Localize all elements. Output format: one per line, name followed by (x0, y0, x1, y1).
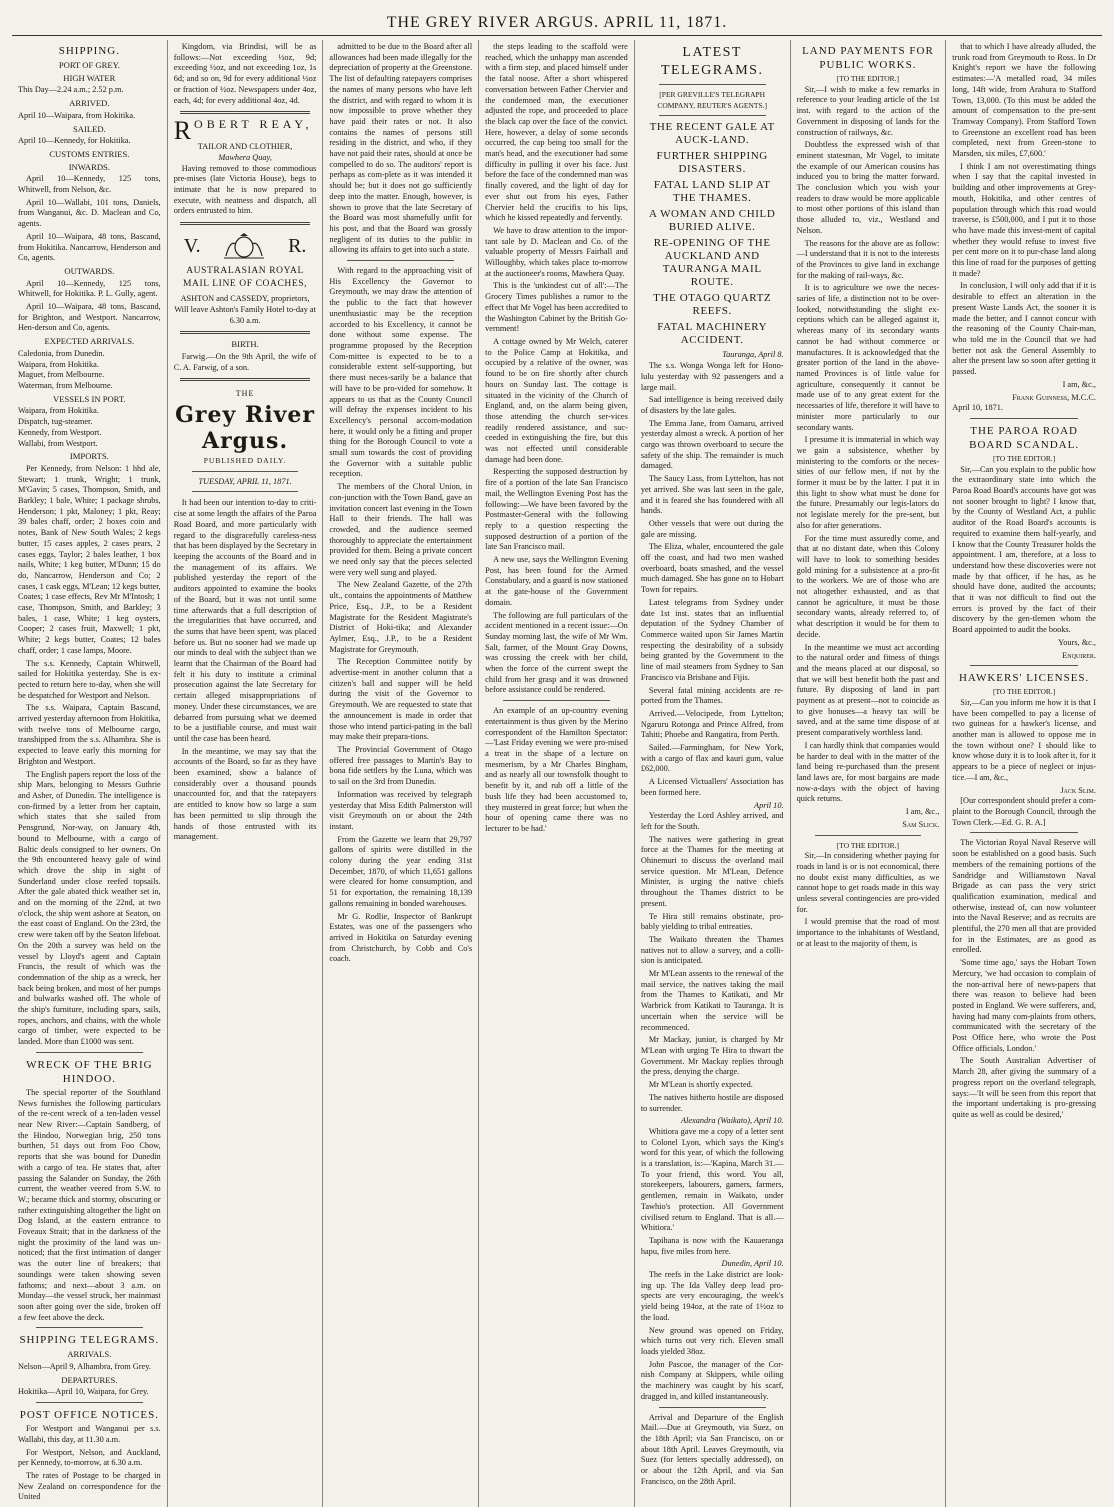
telegram-paragraph: Other vessels that were out during the gale are missing. (640, 518, 784, 539)
hawkers-heading: HAWKERS' LICENSES. (958, 672, 1090, 685)
expected-heading: EXPECTED ARRIVALS. (44, 336, 135, 347)
editorial-paragraph: In the meantime, we may say that the accounts of the Board, so far as they have been examined, show a balance of considerably over a thousand pounds unaccounted for, and that the ratepayers are entitled to know how so large a sum has been permitted to slip through the hands of those entrusted with its management. (173, 746, 317, 842)
news-paragraph: the steps leading to the scaffold were reached, which the unhappy man ascended with a firm step, and placed himself under the fatal noose. After a short whispered conversation between Father Chervier and the condemned man, the executioner adjusted the rope, and proceeded to place the black cap over the face of the convict. Here, however, a delay of some seconds occurred, the cap being too small for the man's head, and the executioner had some difficulty in pulling it over his face. Just before the face of the condemned man was finally covered, and the light of day for ever shut out from his eyes, Father Chervier held the crucifix to his lips, which he kissed repeatedly and fervently. (485, 42, 628, 223)
post-office-heading: POST OFFICE NOTICES. (19, 1409, 159, 1422)
telegram-headline: A WOMAN AND CHILD BURIED ALIVE. (648, 208, 776, 234)
land-payments-heading: LAND PAYMENTS FOR PUBLIC WORKS. (802, 45, 934, 71)
letter-paragraph: Sir,—In considering whether paying for roads in land is or is not economical, there no doubt exist many difficulties, as we cannot hope to get roads made in this way unless several contingencies are pro-vided for. (796, 851, 940, 914)
mail-notice: Arrival and Departure of the English Mail.—Due at Greymouth, via Suez, on the 18th April; via San Francisco, on or about 18th April. Leaves Greymouth, via Suez (for letters specially addressed), on or about the 12th April, and via San Francisco, on the 28th April. (640, 1412, 784, 1486)
news-paragraph: For Westport and Wanganui per s.s. Wallabi, this day, at 11.30 a.m. (18, 1424, 161, 1444)
column-1 (12, 40, 168, 1507)
news-paragraph: A cottage owned by Mr Welch, caterer to the Police Camp at Hokitika, and occupied by a relative of the owner, was found to be on fire shortly after church hours on Sunday last. The cottage is situated in the vicinity of the Church of England, and, on the alarm being given, those attending the church ser-vices readily rendered assistance, and suc-ceeded in extinguishing the fire, but this was not effected until considerable damage had been done. (485, 336, 628, 464)
divider (347, 260, 454, 261)
telegram-dateline: Dunedin, April 10. (721, 1259, 784, 1269)
news-paragraph: The following are full particulars of the accident mentioned in a recent issue:—On Sunday morning last, the wife of Mr Wm. Salt, farmer, of the Mount Gray Downs, was crossing the creek with her child, when the force of the current swept the child from her grasp and it was drowned before assistance could be rendered. (485, 610, 628, 695)
divider (36, 1052, 143, 1053)
birth-text: Farwig.—On the 9th April, the wife of C. A. Farwig, of a son. (173, 351, 317, 372)
list-item: April 10—Wallabi, 101 tons, Daniels, from Wanganui, &c. D. Maclean and Co, agents. (18, 197, 161, 229)
coach-body: Will leave Ashton's Family Hotel to-day at 6.30 a.m. (174, 304, 316, 325)
coach-heading: AUSTRALASIAN ROYAL MAIL LINE OF COACHES, (182, 266, 308, 290)
telegram-paragraph: The reefs in the Lake district are look-ing up. The Ida Valley deep lead pro-spects are very encouraging, the week's yield being 194oz, at the rate of 1½oz to the load. (640, 1270, 784, 1322)
list-item: Waipara, from Hokitika. (18, 406, 99, 416)
telegram-agency: [PER GREVILLE'S TELEGRAPH COMPANY, REUTER'S AGENTS.] (657, 90, 768, 110)
telegram-paragraph: The Waikato threaten the Thames natives not to allow a survey, and a colli-sion is anticipated. (640, 934, 784, 966)
telegram-headline: THE OTAGO QUARTZ REEFS. (653, 292, 772, 318)
letter-signoff: I am, &c., (905, 807, 940, 817)
telegram-paragraph: Latest telegrams from Sydney under date 1st inst. states that an influential deputation of the Sydney Chamber of Commerce waited upon Sir James Martin respecting the desirability of a subsidy being granted by the Government to the line of mail steamers from Sydney to San Francisco via Brisbane and Fijis. (640, 597, 784, 682)
page-masthead (12, 10, 1102, 36)
divider (180, 222, 311, 225)
telegram-paragraph: Te Hira still remains obstinate, pro-bably yielding to tribal entreaties. (640, 911, 784, 932)
news-paragraph: 'Some time ago,' says the Hobart Town Mercury, 'we had occasion to complain of the non-arrival here of news-papers that there was reason to believe had been posted in England. We were sufferers, and, having had many com-plaints from others, communicated with the secretary of the Post Office here, who wrote the Post Office officials, London.' (952, 958, 1096, 1053)
divider (36, 1327, 143, 1328)
letter-paragraph: In the meantime we must act according to the natural order and fitness of things and the means placed at our disposal, so that we will best benefit both the past and future. By disposing of land in part payment as at present—not to coincide as to give bonuses—a heavy tax will be saved, and at the same time dispose of at present comparatively worthless land. (796, 642, 940, 738)
telegram-paragraph: The Emma Jane, from Oamaru, arrived yesterday almost a wreck. A portion of her cargo was thrown overboard to secure the safety of the ship. The remainder is much damaged. (640, 418, 784, 471)
to-editor-label: [TO THE EDITOR.] (836, 840, 900, 850)
telegram-paragraph: The natives hitherto hostile are disposed to surrender. (640, 1092, 784, 1113)
customs-heading: CUSTOMS ENTRIES. (49, 148, 130, 159)
published-label: PUBLISHED DAILY. (203, 456, 287, 466)
editorial-paragraph: From the Gazette we learn that 29,797 gallons of spirits were distilled in the colony during the year ending 31st December, 1870, of which 11,651 gallons were cleared for home consumption, and 51 for exportation, the remaining 18,139 gallons remaining in bonded warehouses. (329, 834, 473, 908)
letter-paragraph: For the time must assuredly come, and that at no distant date, when this Colony will have to look to something besides gold mining for a subsistence at a pro-fit to the workers. We are of those who are not altogether exhausted, and as that cannot be agriculture, it must be those secondary wants, already referred to, of what description it would be for them to decide. (796, 533, 940, 639)
royal-crest-row (174, 230, 317, 262)
editor-note: [Our correspondent should prefer a com-plaint to the Borough Council, through the Town Clerk.—Ed. G. R. A.] (952, 796, 1096, 827)
telegram-paragraph: Mr Mackay, junior, is charged by Mr M'Lean with urging Te Hira to thwart the Government. Mr Mackay replies through the press, denying the charge. (640, 1035, 784, 1077)
letter-signature: Sam Slick. (902, 819, 940, 829)
news-paragraph: The s.s. Waipara, Captain Bascand, arrived yesterday afternoon from Hokitika, with twelve tons of Melbourne cargo, transhipped from the s.s. Alhambra. She is expected to leave early this morning for Brighton and Westport. (18, 703, 161, 766)
news-paragraph: Respecting the supposed destruction by fire of a portion of the late San Francisco mail, the Wellington Evening Post has the following:—We have been favored by the Postmaster-General with the following reply to a question respecting the supposed destruction of a portion of the late San Francisco mail. (485, 467, 628, 552)
coach-owner: ASHTON and CASSEDY, proprietors, (180, 294, 310, 304)
vessels-heading: VESSELS IN PORT. (53, 393, 126, 404)
telegram-headline: FATAL LAND SLIP AT THE THAMES. (653, 179, 771, 205)
sailed-heading: SAILED. (73, 123, 106, 134)
list-item: Waipara, from Hokitika. (18, 359, 99, 369)
latest-telegrams-heading: LATEST TELEGRAMS. (660, 45, 764, 78)
outwards-heading: OUTWARDS. (64, 265, 115, 276)
inwards-heading: INWARDS. (68, 161, 110, 172)
royal-v: V. (183, 234, 201, 257)
letter-paragraph: Sir,—Can you inform me how it is that I have been compelled to pay a license of two guineas for a hawker's license, and another man is allowed to oppose me in the town without one? I should like to know whose duty it is to look after it, for it appears to be a piece of neglect or injus-tice.—I am, &c., (952, 697, 1096, 782)
ad-dropcap: R (173, 116, 192, 146)
telegram-headline: FATAL MACHINERY ACCIDENT. (657, 321, 768, 347)
shipping-heading: SHIPPING. (58, 45, 120, 57)
telegram-dateline: Tauranga, April 8. (722, 350, 784, 360)
letter-signature: Enquirer. (1062, 650, 1096, 660)
telegram-paragraph: Tapihana is now with the Kauaeranga hapu, five miles from here. (640, 1235, 784, 1256)
telegram-headline: THE RECENT GALE AT AUCK-LAND. (649, 121, 775, 147)
letter-paragraph: I would premise that the road of most importance to the inhabitants of Westland, or at least to the majority of them, is (796, 917, 940, 948)
telegram-paragraph: Whitiora gave me a copy of a letter sent to Colonel Lyon, which says the King's word for this year, of which the following is a translation, is:—'Kapina, March 31.—To your friend, this word. You all, storekeepers, labourers, gamers, farmers, gentlemen, remain in Waikato, under Tawhio's protection. All Government civilised return to England. That is all.—Whitiora.' (640, 1126, 784, 1233)
editorial-paragraph: The Reception Committee notify by advertise-ment in another column that a citizen's ball and supper will be held during the visit of the Governor to Greymouth. We are requested to state that the announcement is made in order that those who intend partici-pating in the ball may make their prepara-tions. (329, 657, 473, 742)
arrivals-text: Nelson—April 9, Alhambra, from Grey. (18, 1362, 151, 1372)
telegram-dateline: April 10. (754, 800, 784, 810)
to-editor-label: [TO THE EDITOR.] (836, 74, 900, 83)
news-paragraph: The Victorian Royal Naval Reserve will soon be established on a good basis. Such members of the remaining portions of the Sandridge and Williamstown Naval Brigade as can pass the very strict qualification examination, medical and otherwise, instead of, can now volunteer into the Naval Reserve; and as recruits are plentiful, the 270 men all that are provided for in the Estimates, are as good as enrolled. (952, 838, 1096, 955)
telegram-paragraph: New ground was opened on Friday, which turns out very rich. Eleven small loads yielded 38oz. (640, 1325, 784, 1356)
telegram-paragraph: Arrived.—Velocipede, from Lyttelton; Ngaruru Rotonga and Prince Alfred, from Tahiti; Phoebe and Rangatira, from Perth. (640, 708, 784, 740)
column-7 (946, 40, 1102, 1507)
arrived-text: April 10—Waipara, from Hokitika. (18, 110, 136, 120)
editorial-paragraph: With regard to the approaching visit of His Excellency the Governor to Greymouth, we may draw the attention of the public to the fact that however unenthusiastic may be the reception accorded to his Excellency, it cannot be done without some expense. The programme proposed by the Reception Com-mittee is expected to be to a considerable extent self-supporting, but there must neces-sarily be a balance that will have to be pro-vided for somehow. It appears to us that as the County Council will defray the expenses incident to his Excellency's personal accom-modation here, it would only be a fitting and proper thing for the Borough Council to vote a small sum towards the cost of providing the Governor with a suitable public reception. (329, 266, 473, 479)
imports-heading: IMPORTS. (69, 451, 109, 462)
editorial-paragraph: The members of the Choral Union, in con-junction with the Town Band, gave an invitation concert last evening in the Town Hall to their friends. The hall was crowded, and the audience seemed thoroughly to appreciate the entertainment provided for them. Being a private concert we need only say that the pieces selected were very well sung and played. (329, 482, 473, 577)
editorial-paragraph: admitted to be due to the Board after all allowances had been made illegally for the depreciation of property at the Greenstone. The list of defaulting ratepayers comprises the names of many persons who have left the district, and with regard to whom it is now impossible to prove whether they have paid their rates or not. It also contains the names of persons still residing in the district, and who, if they have not paid their rates, should at once be compelled to do so. The auditors' report is perhaps as com-plete as it was intended it should be; but it does not go sufficiently deep into the matter. Enough, however, is shown to prove that the late Secretary of the Board was most shamefully unfit for his post, and that the Board was grossly negligent of its duties to the public in allowing its affairs to get into such a state. (329, 42, 473, 255)
letter-signoff: Yours, &c., (1058, 637, 1096, 647)
to-editor-label: [TO THE EDITOR.] (992, 687, 1056, 697)
list-item: Maguet, from Melbourne. (18, 370, 105, 380)
royal-r: R. (288, 234, 307, 257)
list-item: Waterman, from Melbourne. (18, 380, 113, 390)
editorial-paragraph: The Provincial Government of Otago offered free passages to Martin's Bay to bona fide settlers by the Luna, which was to sail on the 3rd from Dunedin. (329, 745, 473, 787)
telegram-paragraph: Sailed.—Farmingham, for New York, with a cargo of flax and kauri gum, value £62,000. (640, 743, 784, 774)
telegram-paragraph: Sad intelligence is being received daily of disasters by the late gales. (640, 395, 784, 415)
telegram-paragraph: Mr M'Lean assents to the renewal of the mail service, the natives taking the mail from the Thames to Katikati, and Mr Warbrick from Katikati to Tauranga. It is uncertain when the service will be recommenced. (640, 969, 784, 1032)
list-item: April 10—Waipara, 48 tons, Bascand, from Hokitika. Nancarrow, Henderson and Co, agents. (18, 231, 161, 263)
high-water-heading: HIGH WATER (63, 72, 116, 83)
telegram-headline: FURTHER SHIPPING DISASTERS. (656, 150, 768, 176)
ad-trade: TAILOR AND CLOTHIER, (197, 142, 293, 152)
list-item: April 10—Kennedy, 125 tons, Whitwell, for Hokitika. P. L. Gully, agent. (18, 278, 161, 299)
royal-coat-of-arms-icon (220, 232, 268, 260)
news-paragraph: We have to draw attention to the impor-tant sale by D. Maclean and Co. of the valuable property of Messrs Fairhall and Willoughby, which takes place to-morrow at the auctioneer's rooms, Mawhera Quay. (485, 225, 628, 278)
news-paragraph: This is the 'unkindest cut of all':—The Grocery Times publishes a rumor to the effect that Mr Vogel has been accredited to the Washington Cabinet by the British Go-vernment! (485, 281, 628, 334)
letter-paragraph: The reasons for the above are as follow:—I understand that it is not to the interests of the Provinces to give land in exchange for the making of rail-ways, &c. (796, 238, 940, 280)
paroa-scandal-heading: THE PAROA ROAD BOARD SCANDAL. (969, 424, 1080, 451)
divider (970, 665, 1078, 666)
news-paragraph: Kingdom, via Brindisi, will be as follows:—Not exceeding ½oz, 9d; exceeding ½oz, and not exceeding 1oz, 1s 6d; and so on, 9d for every additional ½oz or fraction of ½oz. Newspapers under 4oz, each, 4d; for every additional 4oz, 4d. (173, 42, 317, 105)
divider (180, 111, 311, 114)
list-item: Wallabi, from Westport. (18, 438, 98, 448)
departures-text: Hokitika—April 10, Waipara, for Grey. (18, 1387, 149, 1397)
masthead-title: THE GREY RIVER ARGUS. APRIL 11, 1871. (386, 14, 728, 31)
editorial-paragraph: Information was received by telegraph yesterday that Miss Edith Palmerston will visit Greymouth on or about the 24th instant. (329, 789, 473, 831)
telegram-paragraph: The Saucy Lass, from Lyttelton, has not yet arrived. She was last seen in the gale, and it is feared she has foundered with all hands. (640, 474, 784, 516)
news-paragraph: An example of an up-country evening entertainment is thus given by the Merino correspondent of the Hamilton Spectator:—'Last Friday evening we were pro-mised a treat in the shape of a lecture on mesmerism, by a Mr Charles Bingham, and as nearly all our townsfolk thought to benefit by it, and rub off a little of the bush life they had been accustomed to, they mustered in great force; but when the hour of opening came there was no lecturer to be had.' (485, 706, 628, 833)
news-paragraph: A new use, says the Wellington Evening Post, has been found for the Armed Constabulary, and a guard is now stationed at the gate-house of the Government domain. (485, 555, 628, 607)
divider (815, 835, 922, 836)
divider (503, 700, 610, 701)
paper-the: THE (235, 389, 255, 399)
telegram-paragraph: The Eliza, whaler, encountered the gale off the coast, and had two men washed overboard, boats smashed, and the vessel much damaged. She has gone on to Hobart Town for repairs. (640, 542, 784, 595)
news-paragraph: The rates of Postage to be charged in New Zealand on correspondence for the United (18, 1470, 161, 1502)
letter-paragraph: Sir,—I wish to make a few remarks in reference to your leading article of the 1st inst. with regard to the action of the Government in disposing of lands for the construction of railways, &c. (796, 84, 940, 137)
list-item: Caledonia, from Dunedin. (18, 348, 105, 358)
telegram-paragraph: Mr M'Lean is shortly expected. (648, 1080, 753, 1090)
telegram-paragraph: Yesterday the Lord Ashley arrived, and left for the South. (640, 811, 784, 831)
letter-paragraph: Sir,—Can you explain to the public how the extraordinary state into which the Paroa Road Board's accounts have got was not sooner brought to light? I know that, by the County of Westland Act, a public auditor of the Road Board's accounts is required to examine them half-yearly, and I know that the County Treasurer holds the appointment. I am, therefore, at a loss to understand how these discoveries were not made by that officer, if he has, as he should have done, audited the accounts; that it was not difficult to find out the errors is proved by the fact of their discovery by the gen-tlemen whom the Board appointed to audit the books. (952, 464, 1096, 635)
dateline: TUESDAY, APRIL 11, 1871. (198, 476, 292, 486)
to-editor-label: [TO THE EDITOR.] (992, 453, 1056, 463)
telegram-dateline: Alexandra (Waikato), April 10. (681, 1116, 784, 1126)
paper-title-block (174, 389, 317, 492)
divider (180, 378, 311, 381)
list-item: Kennedy, from Westport. (18, 427, 102, 437)
list-item: April 10—Waipara, 48 tons, Bascand, for Brighton, and Westport. Nancarrow, Hen-derson and Co, agents. (18, 302, 161, 333)
news-paragraph: The special reporter of the Southland News furnishes the following particulars of the re-cent wreck of a ten-laden vessel near New River:—Captain Sandberg, of the Hindoo, Norwegian brig, 250 tons burthen, 51 days out from Foo Chow, reports that she was bound for Dunedin with a cargo of tea. He states that, after passing the Salander on Sunday, the 26th current, the weather veered from S.W. to W.; became thick and stormy, obscuring or rather extinguishing altogether the light on Dog Island, at the eastern entrance to Foveaux Strait; that in the darkness of the night the proximity of the land was un-noticed; that the first intimation of danger was the outer line of breakers; that soundings were taken showing seven fathoms; and next—about 3 a.m. on Monday—the vessel struck, her mainmast soon after going over the side, broken off a few feet above the deck. (18, 1087, 161, 1322)
divider (970, 418, 1078, 419)
divider (659, 1407, 766, 1408)
wreck-heading: WRECK OF THE BRIG HINDOO. (26, 1058, 153, 1085)
telegram-paragraph: John Pascoe, the manager of the Cor-nish Company at Skippers, while oiling the machinery was caught by his scarf, dragged in, and killed instantaneously. (640, 1359, 784, 1401)
imports-text: Per Kennedy, from Nelson: 1 hhd ale, Stewart; 1 trunk, Wright; 1 trunk, M'Gavin; 5 cases, Thompson, Smith, and Barkley; 1 bale, White; 1 package shrubs, Henderson; 1 pkt, Maloney; 1 pkt, Reay; 39 bales chaff, order; 2 boxes coin and notes, Bank of New South Wales; 2 kegs butter, 15 cases apples, 2 cases pears, 2 cases eggs, Taylor; 2 bales leather, 1 box nails, White; 1 keg butter, M'Dunn; 15 do do, Nancarrow, Henderson and Co; 2 cases, 1 cask eggs, M'Lean; 12 kegs butter, Coates; 1 case effects, Rev Mr M'Intosh; 1 case, Thompson, Smith, and Barkley; 3 bales, 1 case, White; 1 keg oysters, Cooper; 2 cases fruit, Maxwell; 1 pkt, White; 2 kegs butter, Coates; 12 bales chaff, order; 1 case lamps, Moore. (18, 463, 161, 655)
columns (12, 40, 1102, 1502)
arrived-heading: ARRIVED. (69, 98, 110, 109)
letter-paragraph: I think I am not overestimating things when I say that the capital invested in building and other improvements at Grey-mouth, Hokitika, and other centres of population through which this road would traverse, is £500,000, and I put it to those who have made this invest-ment of capital whether they would refuse to invest five per cent more on it to pur-chase land along this line of road for the purposes of getting it made? (952, 161, 1096, 278)
high-water-text: This Day—2.24 a.m.; 2.52 p.m. (18, 85, 124, 95)
divider (36, 1402, 143, 1403)
ad-place: Mawhera Quay, (218, 152, 272, 162)
news-paragraph: The English papers report the loss of the ship Mars, belonging to Messrs Guthrie and Asher, of Dunedin. The intelligence is con-firmed by a letter from her captain, which states that she sailed from Pensgrund, Nor-way, on January 4th, bound to Melbourne, with a cargo of Baltic deals consigned to her owners. On the 9th encountered heavy gale of wind which drove the ship in sight of Sunderland under close reefed topsails. After the gale abated thick weather set in, and on the morning of the 22nd, at two o'clock, the ship went ashore at Seaton, on the east coast of England. On the 23rd, the crew were taken off by the Seaton lifeboat. On the 20th a survey was held on the vessel by Lloyd's agent and Captain Francis, the result of which was the condemnation of the ship as a wreck, her back being broken, and most of her pumps and bulwarks washed off. The whole of the ship's furniture, including spars, sails, ropes, anchors, and chains, with the whole cargo of timber, were expected to be landed. More than £1000 was sent. (18, 769, 161, 1047)
letter-date: April 10, 1871. (952, 403, 1003, 413)
news-paragraph: The South Australian Advertiser of March 28, after giving the summary of a progress report on the overland telegraph, says:—'It will be seen from this report that the important undertaking is pro-gressing quite as well as could be desired,' (952, 1056, 1096, 1119)
telegram-paragraph: The natives were gathering in great force at the Thames for the meeting at Ohinemuri to discuss the overland mail service question. Mr M'Lean, Defence Minister, is urging the native chiefs throughout the Thames district to be present. (640, 834, 784, 908)
birth-heading: BIRTH. (231, 339, 259, 350)
port-heading: PORT OF GREY. (58, 60, 120, 70)
letter-signature: Jack Slim. (1060, 785, 1096, 795)
column-5 (635, 40, 791, 1507)
letter-signoff: I am, &c., (1062, 379, 1096, 389)
editorial-paragraph: Mr G. Rodlie, Inspector of Bankrupt Estates, was one of the passengers who arrived in Hokitika on Saturday evening from Christchurch, by Cobb and Co's coach. (329, 911, 473, 964)
news-paragraph: For Westport, Nelson, and Auckland, per Kennedy, to-morrow, at 6.30 a.m. (18, 1447, 161, 1468)
list-item: April 10—Kennedy, 125 tons, Whitwell, from Nelson, &c. (18, 174, 161, 195)
paper-name: Grey River Argus. (175, 402, 315, 455)
departures-heading: DEPARTURES. (61, 1374, 118, 1385)
divider (970, 832, 1078, 833)
divider (659, 115, 766, 116)
letter-paragraph: that to which I have already alluded, the trunk road from Greymouth to Ross. In Dr Knight's report we have the following estimates:—'A metalled road, 34 miles long, 14ft wide, from Arahura to Stafford Town, 13,000. (To this must be added the amount of compensation to the pre-sent Tramway Company). From Stafford Town to Greenstone an excellent road has been completed, next from Green-stone to Marsden, six miles, £7,600.' (952, 42, 1096, 159)
reay-advertisement (173, 116, 317, 217)
column-4 (479, 40, 635, 1507)
column-6 (791, 40, 947, 1507)
column-3 (323, 40, 479, 1507)
telegram-headline: RE-OPENING OF THE AUCKLAND AND TAURANGA MAIL ROUTE. (653, 237, 771, 289)
letter-paragraph: It is to agriculture we owe the neces-saries of life, a distinction not to be over-looked, notwithstanding the slight ex-ceptions which can be alleged against it, whereas many of its secondary wants cannot be had without commerce or manufactures. It is acknowledged that the greater portion of the land in the above-named Provinces is of little value for agriculture, consequently it cannot be made use of to any great extent for the necessaries of life, therefore it will have to minister more particularly to our secondary wants. (796, 283, 940, 432)
editorial-paragraph: The New Zealand Gazette, of the 27th ult., contains the appointments of Matthew Price, Esq., J.P., to be a Resident Magistrate for the Resident Magistrate's District of Hoki-tika; and Alexander Aylmer, Esq., J.P., to be a Resident Magistrate for Greymouth. (329, 580, 473, 654)
divider (192, 471, 299, 472)
divider (180, 331, 311, 334)
ad-body: Having removed to those commodious pre-mises (late Victoria House), begs to intimate that he is now prepared to execute, with neatness and dispatch, all orders entrusted to him. (173, 163, 317, 216)
news-paragraph: The s.s. Kennedy, Captain Whitwell, sailed for Hokitika yesterday. She is ex-pected to return here to-day, when she will be despatched for Westport and Nelson. (18, 658, 161, 700)
arrivals-heading: ARRIVALS. (67, 1349, 112, 1360)
list-item: Dispatch, tug-steamer. (18, 417, 93, 427)
sailed-text: April 10—Kennedy, for Hokitika. (18, 136, 131, 146)
column-2 (168, 40, 324, 1507)
telegram-paragraph: Several fatal mining accidents are re-ported from the Thames. (640, 685, 784, 706)
editorial-paragraph: It had been our intention to-day to criti-cise at some length the affairs of the Paroa Road Board, and more particularly with regard to the disgracefully careless-ness that has been displayed by the Secretary in keeping the accounts of the Board and in the management of its affairs. We published yesterday the report of the auditors appointed to examine the books of the Board, but it was not until some time afterwards that a full description of the irregularities that have occurred, and the sums that have been spent, was placed before us. But no sooner had we made up our minds to deal with the subject than we learnt that the Chairman of the Board had felt it his duty to institute a criminal prosecution against the late Secretary for certain alleged misappropriations of money. Under these circumstances, we are debarred from pursuing what we deemed to be a justifiable course, and must wait until the case has been heard. (173, 498, 317, 743)
telegram-paragraph: A Licensed Victuallers' Association has been formed here. (640, 777, 784, 797)
letter-paragraph: Doubtless the expressed wish of that eminent statesman, Mr Vogel, to imitate the example of our American cousins has induced you to bring the matter forward. The conclusion which you wish your readers to draw would be more applicable to most other portions of this island than those alluded to, viz., Westland and Nelson. (796, 140, 940, 235)
letter-paragraph: I presume it is immaterial in which way we gain a subsistence, whether by ministering to the comforts or the neces-sities of our fellow men, if not by the former it must be by the latter. I put it in this light to show what must be done for the future. Presumably our legis-lators do not legislate merely for the pre-sent, but also for after generations. (796, 435, 940, 530)
telegram-paragraph: The s.s. Wonga Wonga left for Hono-lulu yesterday with 92 passengers and a large mail. (640, 361, 784, 392)
divider (659, 84, 766, 85)
letter-signature: Frank Guinness, M.C.C. (1012, 392, 1096, 402)
ad-name: OBERT REAY, (194, 117, 313, 132)
shipping-telegrams-heading: SHIPPING TELEGRAMS. (19, 1334, 160, 1347)
divider (192, 491, 299, 492)
letter-paragraph: In conclusion, I will only add that if it is desirable to effect an alteration in the present Waste Lands Act, the sooner it is made the better, and I cannot concur with the reasoning of the County Chair-man, who told me in the Council that we had better not ask the General Assembly to alter the present law so soon after getting it passed. (952, 281, 1096, 377)
letter-paragraph: I can hardly think that companies would be harder to deal with in the matter of the land being re-purchased than the present land laws are, for most bargains are made now-a-days with the object of having quick returns. (796, 740, 940, 804)
